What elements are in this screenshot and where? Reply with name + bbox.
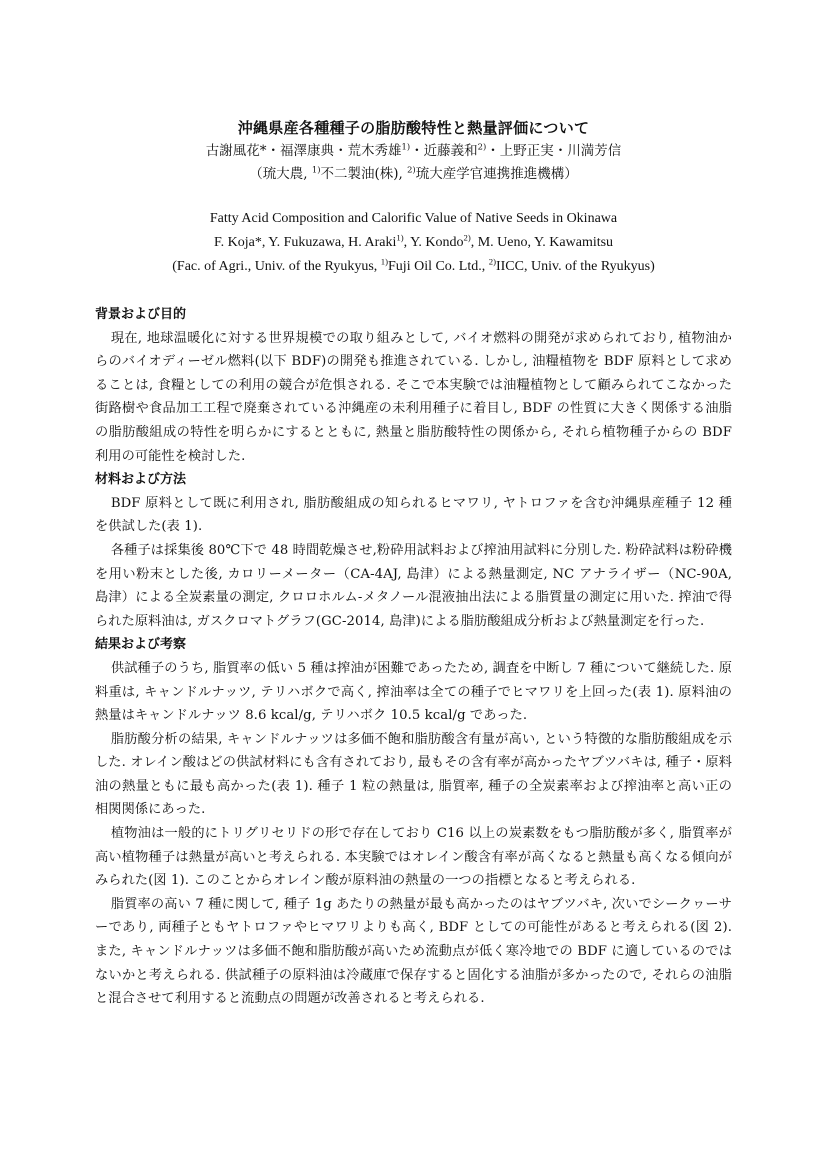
paper-body (95, 303, 732, 1011)
affiliations-en-text: Fuji Oil Co. Ltd., (388, 259, 489, 274)
authors-en-text: F. Koja*, Y. Fukuzawa, H. Araki (213, 235, 397, 250)
affiliations-en (0, 256, 827, 275)
paper-title-en: Fatty Acid Composition and Calorific Value of Native Seeds in Okinawa (209, 211, 618, 226)
affiliations-jp (0, 162, 827, 182)
affiliation-marker: 1) (311, 164, 321, 175)
affiliation-marker: 1) (396, 232, 404, 243)
affiliations-en-text: (Fac. of Agri., Univ. of the Ryukyus, (172, 259, 381, 274)
paper-title-jp: 沖縄県産各種種子の脂肪酸特性と熱量評価について (237, 119, 590, 137)
authors-jp-text: ・上野正実・川満芳信 (486, 143, 622, 159)
affiliations-jp-text: （琉大農, (249, 166, 312, 182)
background-paragraph: 現在, 地球温暖化に対する世界規模での取り組みとして, バイオ燃料の開発が求められており, 植物油からのバイオディーゼル燃料(以下 BDF)の開発も推進されている. しかし, 油糧植物を BDF 原料として求めることは, 食糧としての利用の競合が危惧される. そこで本実験では油糧植物として顧みられてこなかった街路樹や食品加工工程で廃棄されている沖縄産の未利用種子に着目し, BDF の性質に大きく関係する油脂の脂肪酸組成の特性を明らかにするとともに, 熱量と脂肪酸特性の関係から, それら植物種子からの BDF 利用の可能性を検討した. (95, 330, 732, 464)
authors-jp (0, 139, 827, 159)
affiliation-marker: 1) (380, 256, 389, 267)
authors-en-text: , M. Ueno, Y. Kawamitsu (470, 235, 614, 250)
affiliation-marker: 2) (463, 232, 471, 243)
results-paragraph: 供試種子のうち, 脂質率の低い 5 種は搾油が困難であったため, 調査を中断し 7 種について継続した. 原料重は, キャンドルナッツ, テリハボクで高く, 搾油率は全ての種子でヒマワリを上回った(表 1). 原料油の熱量はキャンドルナッツ 8.6 kcal/g, テリハボク 10.5 kcal/g であった. (95, 660, 732, 724)
methods-paragraph: 各種子は採集後 80℃下で 48 時間乾燥させ,粉砕用試料および搾油用試料に分別した. 粉砕試料は粉砕機を用い粉末とした後, カロリーメーター（CA-4AJ, 島津）による熱量測定, NC アナライザー（NC-90A, 島津）による全炭素量の測定, クロロホルム-メタノール混液抽出法による脂質量の測定に用いた. 搾油で得られた原料油は, ガスクロマトグラフ(GC-2014, 島津)による脂肪酸組成分析および熱量測定を行った. (95, 542, 732, 629)
affiliation-marker: 2) (488, 256, 496, 267)
results-paragraph: 植物油は一般的にトリグリセリドの形で存在しており C16 以上の炭素数をもつ脂肪酸が多く, 脂質率が高い植物種子は熱量が高いと考えられる. 本実験ではオレイン酸含有率が高くなると熱量も高くなる傾向がみられた(図 1). このことからオレイン酸が原料油の熱量の一つの指標となると考えられる. (95, 826, 732, 889)
methods-paragraph: BDF 原料として既に利用され, 脂肪酸組成の知られるヒマワリ, ヤトロファを含む沖縄県産種子 12 種を供試した(表 1). (95, 495, 732, 535)
authors-jp-text: ・近藤義和 (410, 143, 478, 159)
affiliation-marker: 2) (477, 141, 487, 152)
section-heading-background: 背景および目的 (95, 307, 187, 322)
affiliation-marker: 1) (401, 141, 411, 152)
section-heading-results: 結果および考察 (95, 637, 187, 653)
affiliation-marker: 2) (407, 164, 416, 175)
affiliations-jp-text: 琉大産学官連携推進機構） (415, 166, 578, 182)
authors-en-text: , Y. Kondo (403, 235, 464, 250)
results-paragraph: 脂肪酸分析の結果, キャンドルナッツは多価不飽和脂肪酸含有量が高い, という特徴的な脂肪酸組成を示した. オレイン酸はどの供試材料にも含有されており, 最もその含有率が高かったヤブツバキは, 種子・原料油の熱量ともに最も高かった(表 1). 種子 1 粒の熱量は, 脂質率, 種子の全炭素率および搾油率と高い正の相関関係にあった. (95, 731, 732, 818)
authors-jp-text: 古謝風花*・福澤康典・荒木秀雄 (205, 143, 402, 159)
affiliations-jp-text: 不二製油(株), (320, 166, 408, 182)
authors-en (0, 232, 827, 251)
results-paragraph: 脂質率の高い 7 種に関して, 種子 1g あたりの熱量が最も高かったのはヤブツバキ, 次いでシークヮーサーであり, 両種子ともヤトロファやヒマワリよりも高く, BDF としての可能性があると考えられる(図 2). また, キャンドルナッツは多価不飽和脂肪酸が高いため流動点が低く寒冷地での BDF に適しているのではないかと考えられる. 供試種子の原料油は冷蔵庫で保存すると固化する油脂が多かったので, それらの油脂と混合させて利用すると流動点の問題が改善されると考えられる. (95, 896, 732, 1007)
affiliations-en-text: IICC, Univ. of the Ryukyus) (495, 259, 655, 274)
section-heading-methods: 材料および方法 (95, 472, 187, 488)
